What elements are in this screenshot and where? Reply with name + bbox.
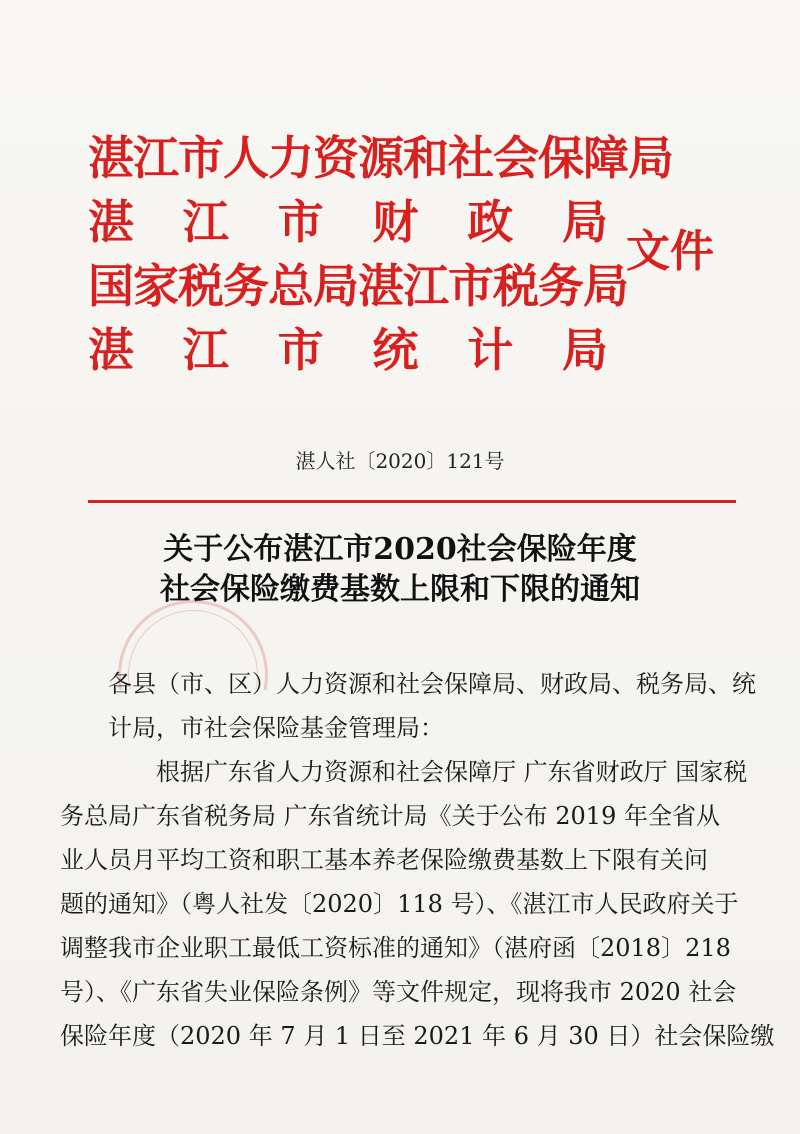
document-suffix: 文件 (626, 226, 714, 277)
agency-statistics-bureau (88, 320, 608, 380)
agency-hrss-bureau: 湛江市人力资源和社会保障局 (88, 131, 673, 185)
agency-statistics-char: 湛 (88, 323, 134, 377)
agency-statistics-char: 江 (182, 323, 229, 377)
agency-finance-char: 市 (277, 195, 324, 249)
body-line: 号）、《广东省失业保险条例》等文件规定，现将我市 2020 社会 (60, 978, 737, 1006)
main-paragraph (60, 750, 775, 1058)
agency-statistics-char: 市 (277, 323, 324, 377)
body-line: 根据广东省人力资源和社会保障厅 广东省财政厅 国家税 (156, 758, 748, 786)
red-divider (88, 500, 736, 503)
body-line: 各县（市、区）人力资源和社会保障局、财政局、税务局、统 (108, 670, 756, 698)
body-line: 务总局广东省税务局 广东省统计局《关于公布 2019 年全省从 (60, 802, 720, 830)
agency-finance-char: 局 (561, 195, 608, 249)
body-line: 业人员月平均工资和职工基本养老保险缴费基数上下限有关问 (60, 846, 708, 874)
agency-statistics-char: 局 (561, 323, 608, 377)
body-line: 保险年度（2020 年 7 月 1 日至 2021 年 6 月 30 日）社会保险缴 (60, 1022, 775, 1050)
agency-statistics-char: 计 (467, 323, 514, 377)
body-line: 计局，市社会保险基金管理局： (108, 714, 444, 742)
agency-finance-char: 财 (372, 195, 419, 249)
body-line: 题的通知》（粤人社发〔2020〕118 号）、《湛江市人民政府关于 (60, 890, 739, 918)
document-number: 湛人社〔2020〕121号 (295, 449, 505, 473)
body-line: 调整我市企业职工最低工资标准的通知》（湛府函〔2018〕218 (60, 934, 731, 962)
agency-finance-char: 湛 (88, 195, 134, 249)
notice-title-line-1: 关于公布湛江市2020社会保险年度 (163, 532, 637, 567)
salutation-paragraph (108, 662, 756, 750)
agency-tax-bureau: 国家税务总局湛江市税务局 (88, 259, 628, 313)
agency-finance-char: 江 (182, 195, 229, 249)
agency-finance-char: 政 (467, 195, 514, 249)
agency-finance-bureau (88, 192, 608, 252)
agency-statistics-char: 统 (372, 323, 419, 377)
notice-title-line-2: 社会保险缴费基数上限和下限的通知 (160, 572, 640, 607)
